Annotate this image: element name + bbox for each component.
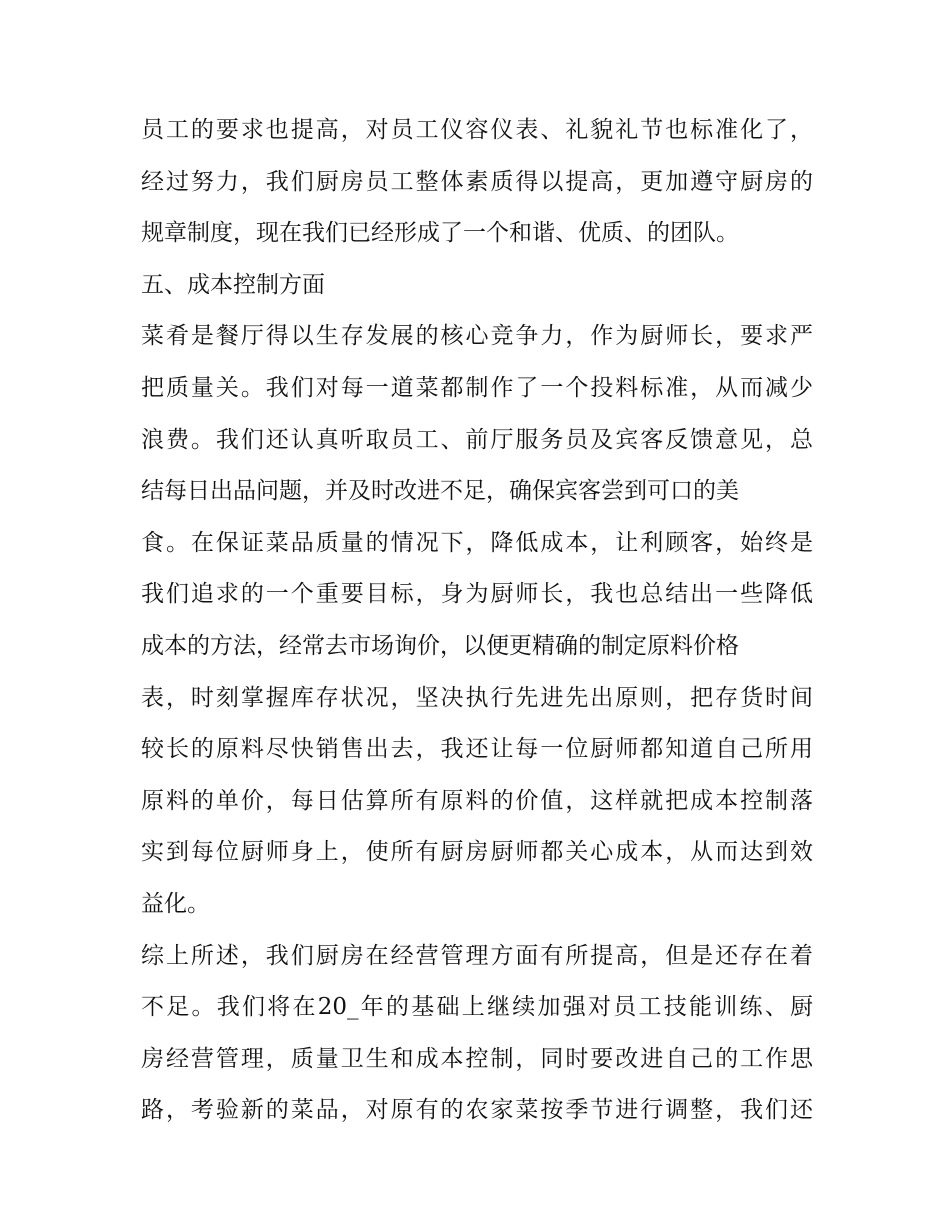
text-line: 结每日出品问题，并及时改进不足，确保宾客尝到可口的美: [141, 478, 739, 505]
text-line: 我们追求的一个重要目标，身为厨师长，我也总结出一些降低: [141, 581, 813, 608]
text-line: 浪费。我们还认真听取员工、前厅服务员及宾客反馈意见，总: [141, 426, 813, 453]
section-heading: 五、成本控制方面: [141, 271, 325, 298]
text-line: 经过努力，我们厨房员工整体素质得以提高，更加遵守厨房的: [141, 168, 813, 195]
text-line: 综上所述，我们厨房在经营管理方面有所提高，但是还存在着: [141, 942, 813, 969]
text-line: 原料的单价，每日估算所有原料的价值，这样就把成本控制落: [141, 787, 813, 814]
text-line: 表，时刻掌握库存状况，坚决执行先进先出原则，把存货时间: [141, 684, 813, 711]
text-line: 食。在保证菜品质量的情况下，降低成本，让利顾客，始终是: [141, 529, 813, 556]
text-line: 房经营管理，质量卫生和成本控制，同时要改进自己的工作思: [141, 1045, 813, 1072]
document-body: [141, 105, 813, 1137]
text-line: 规章制度，现在我们已经形成了一个和谐、优质、的团队。: [141, 220, 739, 247]
text-line: 成本的方法，经常去市场询价，以便更精确的制定原料价格: [141, 632, 739, 659]
document-page: [141, 105, 813, 1137]
text-line: 路，考验新的菜品，对原有的农家菜按季节进行调整，我们还: [141, 1097, 813, 1124]
text-line: 不足。我们将在20_年的基础上继续加强对员工技能训练、厨: [141, 994, 813, 1021]
text-line: 菜肴是餐厅得以生存发展的核心竞争力，作为厨师长，要求严: [141, 323, 813, 350]
text-line: 把质量关。我们对每一道菜都制作了一个投料标准，从而减少: [141, 374, 813, 401]
text-line: 较长的原料尽快销售出去，我还让每一位厨师都知道自己所用: [141, 736, 813, 763]
text-line: 益化。: [141, 890, 210, 917]
text-line: 实到每位厨师身上，使所有厨房厨师都关心成本，从而达到效: [141, 839, 813, 866]
text-line: 员工的要求也提高，对员工仪容仪表、礼貌礼节也标准化了，: [141, 117, 813, 143]
